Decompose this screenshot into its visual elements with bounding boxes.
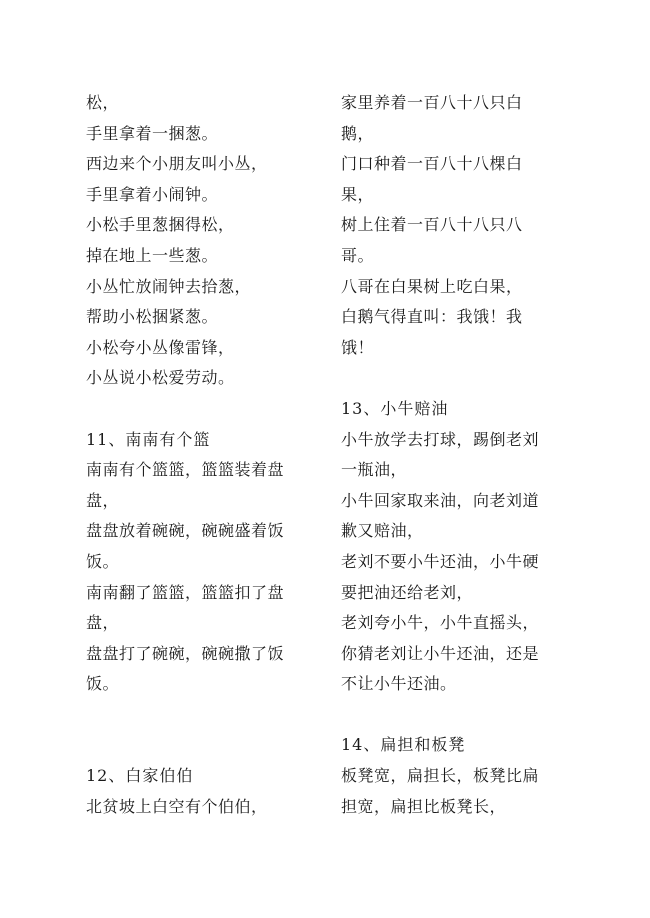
text-line: 要把油还给老刘， bbox=[341, 582, 474, 602]
text-line: 门口种着一百八十八棵白 bbox=[341, 154, 523, 174]
text-line: 板凳宽，扁担长，板凳比扁 bbox=[341, 766, 540, 786]
text-line: 老刘不要小牛还油，小牛硬 bbox=[341, 551, 540, 571]
text-line: 西边来个小朋友叫小丛， bbox=[86, 154, 268, 174]
text-line: 哥。 bbox=[341, 245, 375, 265]
text-line: 不让小牛还油。 bbox=[341, 674, 457, 694]
text-line: 饭。 bbox=[86, 674, 120, 694]
text-line: 盘盘放着碗碗，碗碗盛着饭 bbox=[86, 521, 285, 541]
text-line: 帮助小松捆紧葱。 bbox=[86, 307, 219, 327]
text-line: 盘盘打了碗碗，碗碗撒了饭 bbox=[86, 643, 285, 663]
text-line: 南南有个篮篮，篮篮装着盘 bbox=[86, 460, 285, 480]
left-column bbox=[86, 88, 326, 822]
text-line: 小牛回家取来油，向老刘道 bbox=[341, 490, 540, 510]
text-line: 果， bbox=[341, 184, 375, 204]
text-line: 南南翻了篮篮，篮篮扣了盘 bbox=[86, 582, 285, 602]
text-line: 家里养着一百八十八只白 bbox=[341, 93, 523, 112]
text-line: 小牛放学去打球，踢倒老刘 bbox=[341, 429, 540, 449]
text-line: 老刘夸小牛，小牛直摇头， bbox=[341, 613, 540, 633]
text-line: 盘， bbox=[86, 490, 120, 510]
text-line: 饿！ bbox=[341, 337, 375, 357]
text-line: 手里拿着小闹钟。 bbox=[86, 184, 219, 204]
text-line: 小丛说小松爱劳动。 bbox=[86, 368, 235, 388]
section-heading-11: 11、南南有个篮 bbox=[86, 429, 211, 449]
text-line: 鹅， bbox=[341, 123, 375, 143]
text-line: 你猜老刘让小牛还油，还是 bbox=[341, 643, 540, 663]
text-line: 歉又赔油， bbox=[341, 521, 424, 541]
paragraph-gap bbox=[341, 700, 581, 731]
paragraph-gap bbox=[86, 700, 326, 761]
text-line: 手里拿着一捆葱。 bbox=[86, 123, 219, 143]
text-line: 白鹅气得直叫：我饿！我 bbox=[341, 307, 523, 327]
paragraph-gap bbox=[86, 394, 326, 425]
text-line: 小松手里葱捆得松， bbox=[86, 215, 235, 235]
section-heading-12: 12、白家伯伯 bbox=[86, 766, 194, 786]
text-line: 树上住着一百八十八只八 bbox=[341, 215, 523, 235]
section-heading-14: 14、扁担和板凳 bbox=[341, 735, 466, 755]
text-line: 松， bbox=[86, 93, 120, 112]
text-line: 担宽，扁担比板凳长， bbox=[341, 796, 507, 816]
text-line: 一瓶油， bbox=[341, 460, 408, 480]
paragraph-gap bbox=[341, 363, 581, 394]
section-heading-13: 13、小牛赔油 bbox=[341, 398, 449, 418]
text-line: 北贫坡上白空有个伯伯， bbox=[86, 796, 268, 816]
text-line: 饭。 bbox=[86, 551, 120, 571]
text-line: 掉在地上一些葱。 bbox=[86, 245, 219, 265]
text-line: 小丛忙放闹钟去拾葱， bbox=[86, 276, 252, 296]
text-line: 八哥在白果树上吃白果， bbox=[341, 276, 523, 296]
right-column bbox=[341, 88, 581, 822]
text-line: 小松夸小丛像雷锋， bbox=[86, 337, 235, 357]
text-line: 盘， bbox=[86, 613, 120, 633]
